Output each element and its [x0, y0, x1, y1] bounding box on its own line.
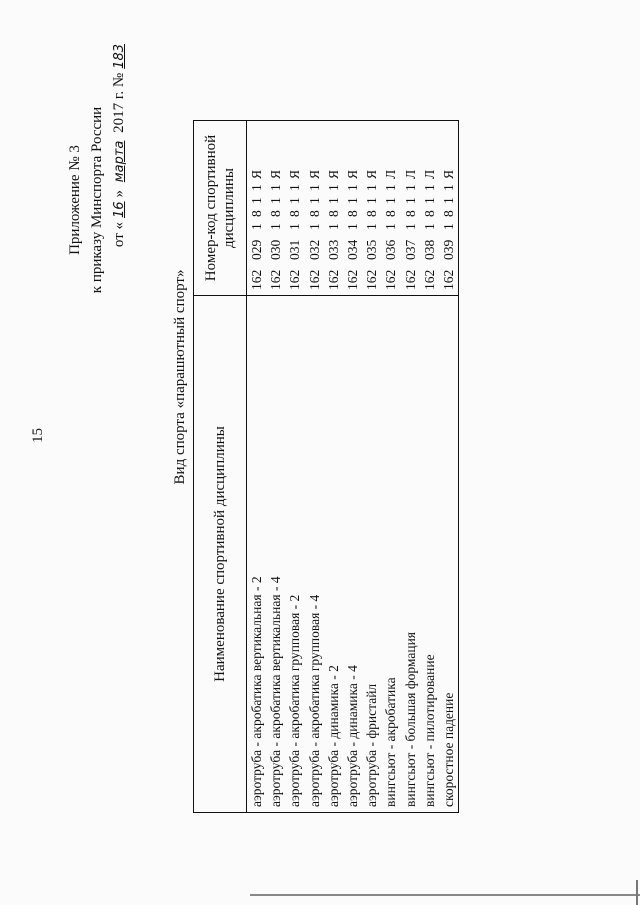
code-part: 038	[421, 239, 437, 260]
discipline-code	[381, 121, 400, 296]
code-part: 030	[268, 239, 284, 260]
code-part: 1	[364, 197, 380, 204]
code-part: 039	[440, 239, 456, 260]
code-part: Я	[249, 169, 265, 179]
discipline-code	[439, 121, 459, 296]
code-part: 1	[402, 197, 418, 204]
discipline-code	[305, 121, 324, 296]
code-part: 8	[249, 210, 265, 217]
code-part: 1	[440, 197, 456, 204]
code-part: 1	[402, 223, 418, 230]
table-row	[305, 121, 324, 813]
column-header-name: Наименование спортивной дисциплины	[194, 296, 247, 813]
date-mid: »	[111, 189, 127, 198]
appendix-header	[64, 40, 131, 360]
discipline-code	[362, 121, 381, 296]
discipline-name: вингсьют - большая формация	[401, 296, 420, 813]
discipline-name: аэротруба - динамика - 4	[343, 296, 362, 813]
code-part: 1	[440, 184, 456, 191]
code-part: 036	[383, 239, 399, 260]
discipline-name: вингсьют - акробатика	[381, 296, 400, 813]
discipline-code	[324, 121, 343, 296]
discipline-name: вингсьют - пилотирование	[420, 296, 439, 813]
code-part: Л	[402, 169, 418, 179]
code-part: Л	[421, 169, 437, 179]
code-part: 1	[421, 197, 437, 204]
code-part: 1	[325, 184, 341, 191]
code-part: 162	[249, 269, 265, 290]
code-part: 1	[364, 223, 380, 230]
code-part: 034	[345, 239, 361, 260]
code-part: 8	[383, 210, 399, 217]
appendix-title: Приложение № 3	[67, 145, 83, 255]
table-row	[362, 121, 381, 813]
code-part: 1	[402, 184, 418, 191]
code-part: 1	[325, 223, 341, 230]
code-part: Л	[383, 169, 399, 179]
discipline-code	[420, 121, 439, 296]
code-part: 031	[287, 239, 303, 260]
code-part: 1	[383, 184, 399, 191]
disciplines-table	[193, 120, 459, 813]
code-part: 035	[364, 239, 380, 260]
scan-side-mark	[636, 880, 638, 905]
table-row	[439, 121, 459, 813]
code-part: 162	[364, 269, 380, 290]
code-part: 8	[287, 210, 303, 217]
handwritten-order-number: 183	[112, 44, 127, 69]
table-row	[285, 121, 304, 813]
discipline-code	[285, 121, 304, 296]
table-row	[247, 121, 267, 813]
code-part: 1	[345, 197, 361, 204]
code-part: Я	[440, 169, 456, 179]
code-part: 033	[325, 239, 341, 260]
code-part: 1	[287, 184, 303, 191]
code-part: 1	[383, 197, 399, 204]
code-part: 029	[249, 239, 265, 260]
code-part: 1	[268, 184, 284, 191]
code-part: 1	[249, 223, 265, 230]
sport-title: Вид спорта «парашютный спорт»	[172, 269, 188, 485]
code-part: 8	[325, 210, 341, 217]
code-part: 162	[345, 269, 361, 290]
code-part: 1	[345, 184, 361, 191]
code-part: 1	[306, 223, 322, 230]
code-part: 037	[402, 239, 418, 260]
code-part: 1	[268, 223, 284, 230]
code-part: 1	[287, 223, 303, 230]
order-date-line	[108, 40, 131, 360]
table-row	[343, 121, 362, 813]
table-row	[324, 121, 343, 813]
code-part: 1	[268, 197, 284, 204]
code-part: 1	[325, 197, 341, 204]
discipline-code	[401, 121, 420, 296]
code-part: 8	[402, 210, 418, 217]
code-part: 1	[383, 223, 399, 230]
table-row	[401, 121, 420, 813]
column-header-code: Номер-код спортивной дисциплины	[194, 121, 247, 296]
code-part: 162	[287, 269, 303, 290]
code-part: 8	[268, 210, 284, 217]
discipline-name: аэротруба - акробатика вертикальная - 4	[266, 296, 285, 813]
discipline-name: аэротруба - акробатика вертикальная - 2	[247, 296, 267, 813]
discipline-name: аэротруба - акробатика групповая - 4	[305, 296, 324, 813]
code-part: 162	[440, 269, 456, 290]
code-part: 1	[306, 197, 322, 204]
code-part: Я	[287, 169, 303, 179]
code-part: 8	[306, 210, 322, 217]
code-part: 1	[306, 184, 322, 191]
code-part: 1	[249, 184, 265, 191]
code-part: 8	[364, 210, 380, 217]
discipline-code	[266, 121, 285, 296]
code-part: 8	[421, 210, 437, 217]
table-header-row	[194, 121, 247, 813]
table-row	[420, 121, 439, 813]
discipline-name: аэротруба - фристайл	[362, 296, 381, 813]
code-part: Я	[268, 169, 284, 179]
discipline-code	[343, 121, 362, 296]
year-text: 2017 г. №	[111, 72, 127, 133]
code-part: Я	[364, 169, 380, 179]
code-part: 162	[268, 269, 284, 290]
code-part: Я	[325, 169, 341, 179]
code-part: 8	[440, 210, 456, 217]
discipline-name: скоростное падение	[439, 296, 459, 813]
code-part: Я	[306, 169, 322, 179]
code-part: 1	[364, 184, 380, 191]
code-part: 162	[421, 269, 437, 290]
page-number: 15	[30, 428, 46, 443]
code-part: 1	[421, 184, 437, 191]
table-row	[381, 121, 400, 813]
code-part: 1	[287, 197, 303, 204]
handwritten-month: марта	[112, 140, 127, 183]
code-part: 8	[345, 210, 361, 217]
table-row	[266, 121, 285, 813]
discipline-code	[247, 121, 267, 296]
code-part: 1	[345, 223, 361, 230]
code-part: Я	[345, 169, 361, 179]
handwritten-day: 16	[112, 201, 127, 218]
code-part: 1	[421, 223, 437, 230]
code-part: 1	[249, 197, 265, 204]
discipline-name: аэротруба - динамика - 2	[324, 296, 343, 813]
code-part: 162	[383, 269, 399, 290]
code-part: 1	[440, 223, 456, 230]
code-part: 162	[325, 269, 341, 290]
code-part: 162	[402, 269, 418, 290]
date-prefix: от «	[111, 221, 127, 248]
scan-edge-line	[250, 894, 640, 896]
order-reference: к приказу Минспорта России	[89, 106, 105, 294]
code-part: 162	[306, 269, 322, 290]
discipline-name: аэротруба - акробатика групповая - 2	[285, 296, 304, 813]
code-part: 032	[306, 239, 322, 260]
